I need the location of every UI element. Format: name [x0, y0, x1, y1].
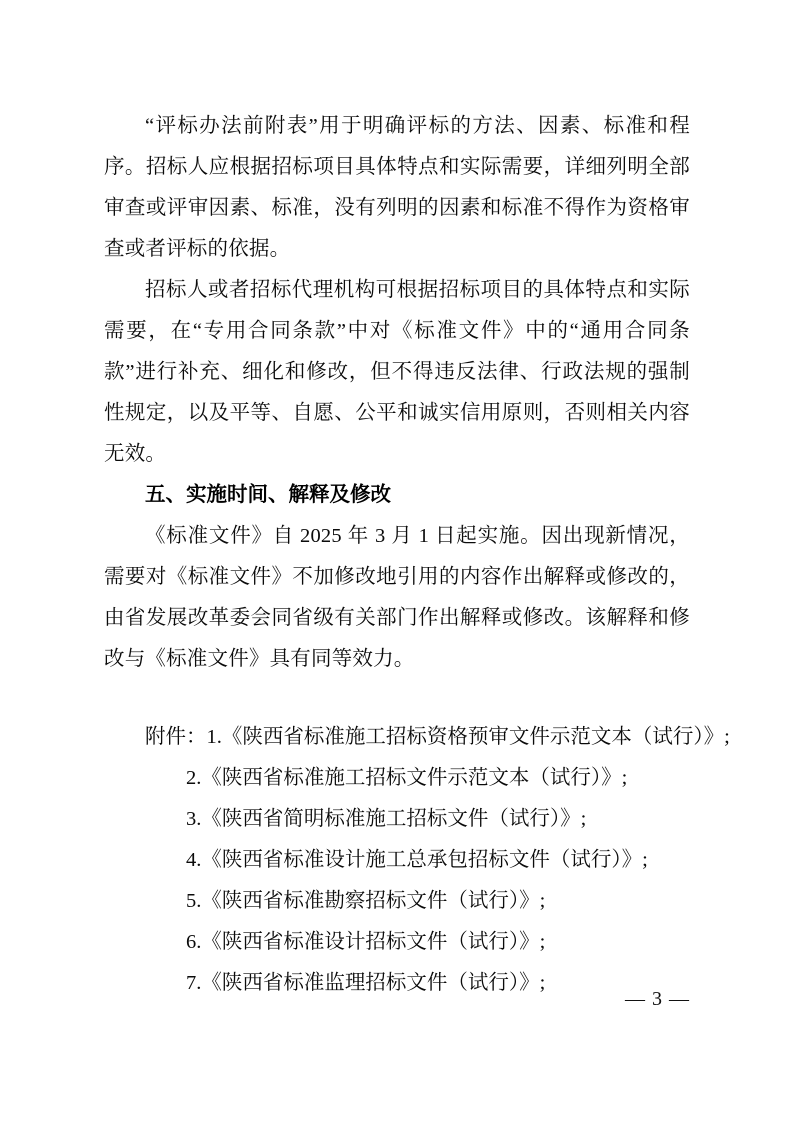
attachment-item-1	[104, 717, 730, 758]
paragraph-3: 《标准文件》自 2025 年 3 月 1 日起实施。因出现新情况，需要对《标准文件》不加修改地引用的内容作出解释或修改的，由省发展改革委会同省级有关部门作出解释或修改。该解释和修改与《标准文件》具有同等效力。	[104, 525, 690, 670]
attachment-item-7: 7.《陕西省标准监理招标文件（试行）》;	[186, 972, 546, 994]
section-heading: 五、实施时间、解释及修改	[145, 484, 391, 506]
paragraph-1: “评标办法前附表”用于明确评标的方法、因素、标准和程序。招标人应根据招标项目具体特点和实际需要，详细列明全部审查或评审因素、标准，没有列明的因素和标准不得作为资格审查或者评标的依据。	[104, 115, 690, 260]
paragraph-2: 招标人或者招标代理机构可根据招标项目的具体特点和实际需要，在“专用合同条款”中对《标准文件》中的“通用合同条款”进行补充、细化和修改，但不得违反法律、行政法规的强制性规定，以及平等、自愿、公平和诚实信用原则，否则相关内容无效。	[104, 279, 690, 465]
attachment-text-1: 1.《陕西省标准施工招标资格预审文件示范文本（试行）》;	[206, 726, 730, 748]
attachments-label: 附件：	[145, 726, 207, 748]
attachment-item-6: 6.《陕西省标准设计招标文件（试行）》;	[186, 931, 546, 953]
attachments-list	[104, 717, 730, 1004]
attachment-item-5: 5.《陕西省标准勘察招标文件（试行）》;	[186, 890, 546, 912]
attachment-item-4: 4.《陕西省标准设计施工总承包招标文件（试行）》;	[186, 849, 648, 871]
attachment-item-2: 2.《陕西省标准施工招标文件示范文本（试行）》;	[186, 767, 628, 789]
page-content	[104, 106, 730, 1004]
page-number: — 3 —	[625, 988, 690, 1010]
attachment-item-3: 3.《陕西省简明标准施工招标文件（试行）》;	[186, 808, 587, 830]
